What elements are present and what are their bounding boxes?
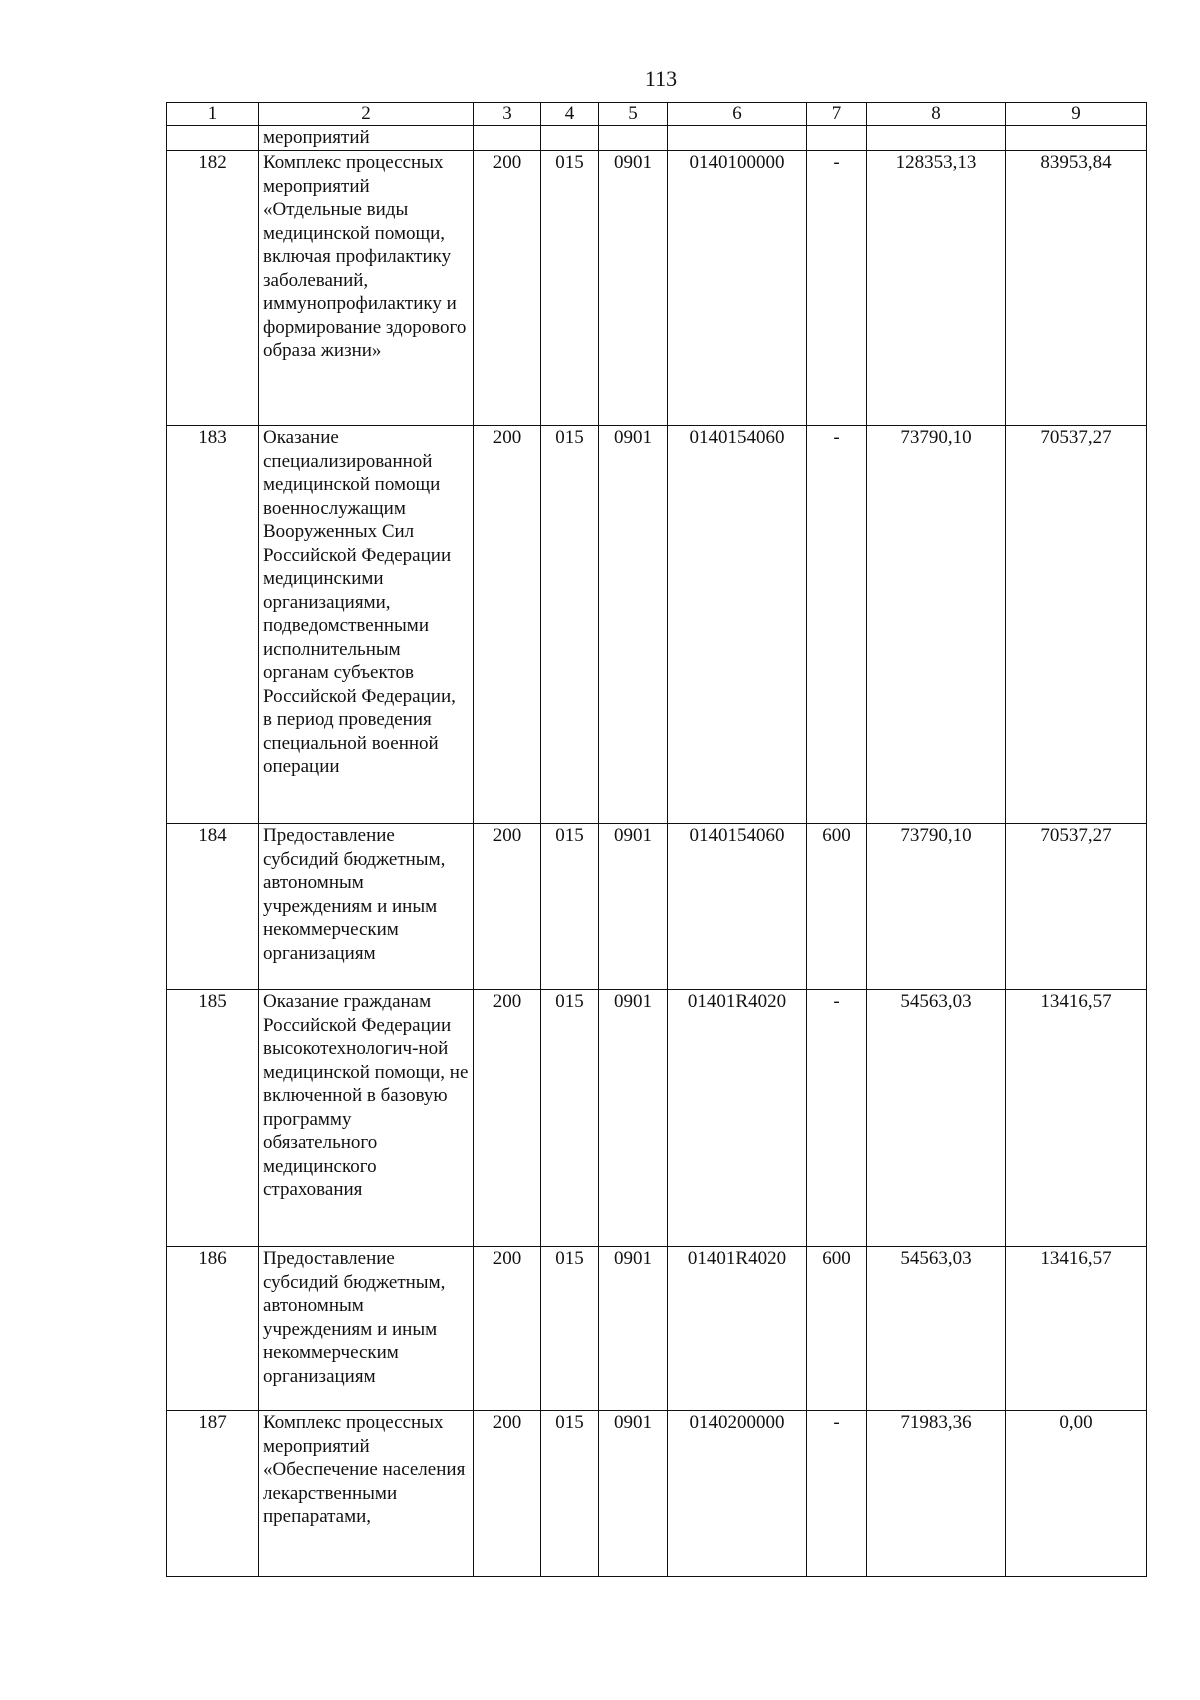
continuation-text: мероприятий [259,126,474,151]
cell-col3: 200 [474,1247,541,1411]
cell-col6: 0140100000 [668,151,807,426]
cell-col6: 0140200000 [668,1411,807,1577]
cell-col4: 015 [541,426,599,824]
table-row [167,151,1147,426]
row-name: Предоставление субсидий бюджетным, автономным учреждениям и иным некоммерческим организациям [259,824,474,990]
cell-col7: - [807,1411,867,1577]
cell-col8: 73790,10 [867,426,1006,824]
row-number: 187 [167,1411,259,1577]
header-cell: 6 [668,103,807,126]
cell-col9: 13416,57 [1006,990,1147,1247]
cell-col6: 0140154060 [668,426,807,824]
header-cell: 9 [1006,103,1147,126]
table-row [167,1411,1147,1577]
cell-col4: 015 [541,1411,599,1577]
row-name: Комплекс процессных мероприятий «Отдельные виды медицинской помощи, включая профилактику заболеваний, иммунопрофилактику и формирование здорового образа жизни» [259,151,474,426]
cell-col4: 015 [541,824,599,990]
cell-col6: 01401R4020 [668,1247,807,1411]
cell-col3: 200 [474,151,541,426]
header-cell: 5 [599,103,668,126]
table-row [167,824,1147,990]
budget-table [166,102,1147,1577]
row-number: 184 [167,824,259,990]
row-number: 185 [167,990,259,1247]
table-row [167,426,1147,824]
cell-col3: 200 [474,824,541,990]
row-name: Предоставление субсидий бюджетным, автономным учреждениям и иным некоммерческим организациям [259,1247,474,1411]
continuation-row [167,126,1147,151]
page-number: 113 [644,66,678,91]
header-cell: 8 [867,103,1006,126]
row-number: 182 [167,151,259,426]
cell-col7: 600 [807,824,867,990]
row-name: Оказание специализированной медицинской помощи военнослужащим Вооруженных Сил Российской Федерации медицинскими организациями, подведомственными исполнительным органам субъектов Российской Федерации, в период проведения специальной военной операции [259,426,474,824]
cell-col9: 70537,27 [1006,426,1147,824]
cell-col7: - [807,990,867,1247]
cell-col5: 0901 [599,1411,668,1577]
cell-col5: 0901 [599,824,668,990]
cell-col3: 200 [474,426,541,824]
cell-col9: 0,00 [1006,1411,1147,1577]
cell-col7: 600 [807,1247,867,1411]
cell-col5: 0901 [599,151,668,426]
cell-col6: 0140154060 [668,824,807,990]
header-cell: 4 [541,103,599,126]
cell-col5: 0901 [599,426,668,824]
cell-col4: 015 [541,151,599,426]
cell-col9: 70537,27 [1006,824,1147,990]
row-name: Оказание гражданам Российской Федерации высокотехнологич-ной медицинской помощи, не включенной в базовую программу обязательного медицинского страхования [259,990,474,1247]
cell-col5: 0901 [599,1247,668,1411]
cell-col7: - [807,426,867,824]
cell-col7: - [807,151,867,426]
cell-col4: 015 [541,990,599,1247]
cell-col8: 54563,03 [867,1247,1006,1411]
cell-col3: 200 [474,1411,541,1577]
header-cell: 1 [167,103,259,126]
cell-col8: 71983,36 [867,1411,1006,1577]
table-row [167,990,1147,1247]
cell-col6: 01401R4020 [668,990,807,1247]
table-row [167,1247,1147,1411]
cell-col5: 0901 [599,990,668,1247]
row-number: 183 [167,426,259,824]
cell-col9: 13416,57 [1006,1247,1147,1411]
cell-col3: 200 [474,990,541,1247]
row-name: Комплекс процессных мероприятий «Обеспечение населения лекарственными препаратами, [259,1411,474,1577]
header-cell: 3 [474,103,541,126]
cell-col8: 128353,13 [867,151,1006,426]
header-cell: 7 [807,103,867,126]
header-row [167,103,1147,126]
cell-col8: 54563,03 [867,990,1006,1247]
cell-col9: 83953,84 [1006,151,1147,426]
header-cell: 2 [259,103,474,126]
row-number: 186 [167,1247,259,1411]
cell-col8: 73790,10 [867,824,1006,990]
cell-col4: 015 [541,1247,599,1411]
